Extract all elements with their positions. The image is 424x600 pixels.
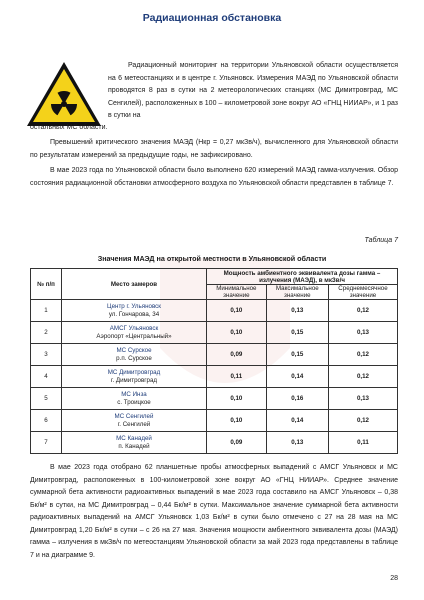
avg-value: 0,12 xyxy=(328,366,397,388)
table-row xyxy=(31,300,398,322)
table-row xyxy=(31,432,398,454)
max-value: 0,13 xyxy=(266,432,328,454)
table-row xyxy=(31,366,398,388)
min-value: 0,09 xyxy=(207,432,267,454)
row-number: 2 xyxy=(31,322,62,344)
page-number: 28 xyxy=(390,575,398,582)
row-number: 4 xyxy=(31,366,62,388)
header-avg: Среднемесячное значение xyxy=(328,285,397,300)
avg-value: 0,13 xyxy=(328,322,397,344)
avg-value: 0,12 xyxy=(328,300,397,322)
min-value: 0,09 xyxy=(207,344,267,366)
min-value: 0,11 xyxy=(207,366,267,388)
radiation-hazard-icon xyxy=(25,60,103,128)
header-group: Мощность амбиентного эквивалента дозы гамма – излучения (МАЭД), в мкЗв/ч xyxy=(207,269,398,285)
max-value: 0,16 xyxy=(266,388,328,410)
avg-value: 0,13 xyxy=(328,388,397,410)
max-value: 0,15 xyxy=(266,344,328,366)
station-cell: АМСГ Ульяновск Аэропорт «Центральный» xyxy=(62,322,207,344)
paragraph-measurements: В мае 2023 года по Ульяновской области было выполнено 620 измерений МАЭД гамма-излучения. Обзор состояния радиационной обстановки атмосферного воздуха по Ульяновской области представлен в таблице 7. xyxy=(30,167,398,187)
station-cell: МС Канадей п. Канадей xyxy=(62,432,207,454)
paragraph-monitoring: Радиационный мониторинг на территории Ульяновской области осуществляется на 6 метеостанциях и в центре г. Ульяновск. Измерения МАЭД по Ульяновской области проводятся 8 раз в сутки на 2 метеорологических станциях (МС Димитровград, МС Сенгилей), расположенных в 100 – километровой зоне вокруг АО «ГНЦ НИИАР», и 1 раз в сутки на xyxy=(108,62,398,119)
max-value: 0,14 xyxy=(266,366,328,388)
row-number: 6 xyxy=(31,410,62,432)
dose-rate-table xyxy=(30,268,398,454)
header-max: Максимальное значение xyxy=(266,285,328,300)
table-caption: Значения МАЭД на открытой местности в Ульяновской области xyxy=(97,254,327,263)
max-value: 0,14 xyxy=(266,410,328,432)
page-title: Радиационная обстановка xyxy=(142,12,282,24)
max-value: 0,13 xyxy=(266,300,328,322)
table-row xyxy=(31,410,398,432)
header-min: Минимальное значение xyxy=(207,285,267,300)
max-value: 0,15 xyxy=(266,322,328,344)
station-cell: Центр г. Ульяновск ул. Гончарова, 34 xyxy=(62,300,207,322)
row-number: 7 xyxy=(31,432,62,454)
min-value: 0,10 xyxy=(207,300,267,322)
paragraph-threshold: Превышений критического значения МАЭД (Нкр = 0,27 мкЗв/ч), вычисленного для Ульяновской области по результатам измерений за предыдущие годы, не зафиксировано. xyxy=(30,139,398,159)
header-num: № п/п xyxy=(31,269,62,300)
min-value: 0,10 xyxy=(207,388,267,410)
station-cell: МС Сенгилей г. Сенгилей xyxy=(62,410,207,432)
table-row xyxy=(31,388,398,410)
avg-value: 0,12 xyxy=(328,344,397,366)
row-number: 3 xyxy=(31,344,62,366)
table-number: Таблица 7 xyxy=(364,237,398,244)
row-number: 5 xyxy=(31,388,62,410)
avg-value: 0,12 xyxy=(328,410,397,432)
station-cell: МС Димитровград г. Димитровград xyxy=(62,366,207,388)
paragraph-fallout: В мае 2023 года отобрано 62 планшетные пробы атмосферных выпадений с АМСГ Ульяновск и МС Димитровград, расположенных в 100-километровой зоне вокруг АО «ГНЦ НИИАР». Среднее значение суммарной бета активности радиоактивных выпадений в мае 2023 года составило на АМСГ Ульяновск – 0,38 Бк/м² в сутки, на МС Димитровград – 0,44 Бк/м² в сутки. Максимальное значение суммарной бета активности радиоактивных выпадений на АМСГ Ульяновск 1,03 Бк/м² в сутки было отмечено с 27 на 28 мая на МС Димитровград 1,20 Бк/м² в сутки – с 26 на 27 мая. Значения мощности амбиентного эквивалента дозы (МАЭД) гамма – излучения в мкЗв/ч по метеостанциям Ульяновской области за май 2023 года представлены в таблице 7 и на диаграмме 9. xyxy=(30,464,398,559)
avg-value: 0,11 xyxy=(328,432,397,454)
min-value: 0,10 xyxy=(207,410,267,432)
min-value: 0,10 xyxy=(207,322,267,344)
table-row xyxy=(31,322,398,344)
station-cell: МС Сурское р.п. Сурское xyxy=(62,344,207,366)
paragraph-monitoring-end: остальных МС области. xyxy=(30,124,108,131)
table-row xyxy=(31,344,398,366)
header-place: Место замеров xyxy=(62,269,207,300)
station-cell: МС Инза с. Троицкое xyxy=(62,388,207,410)
row-number: 1 xyxy=(31,300,62,322)
